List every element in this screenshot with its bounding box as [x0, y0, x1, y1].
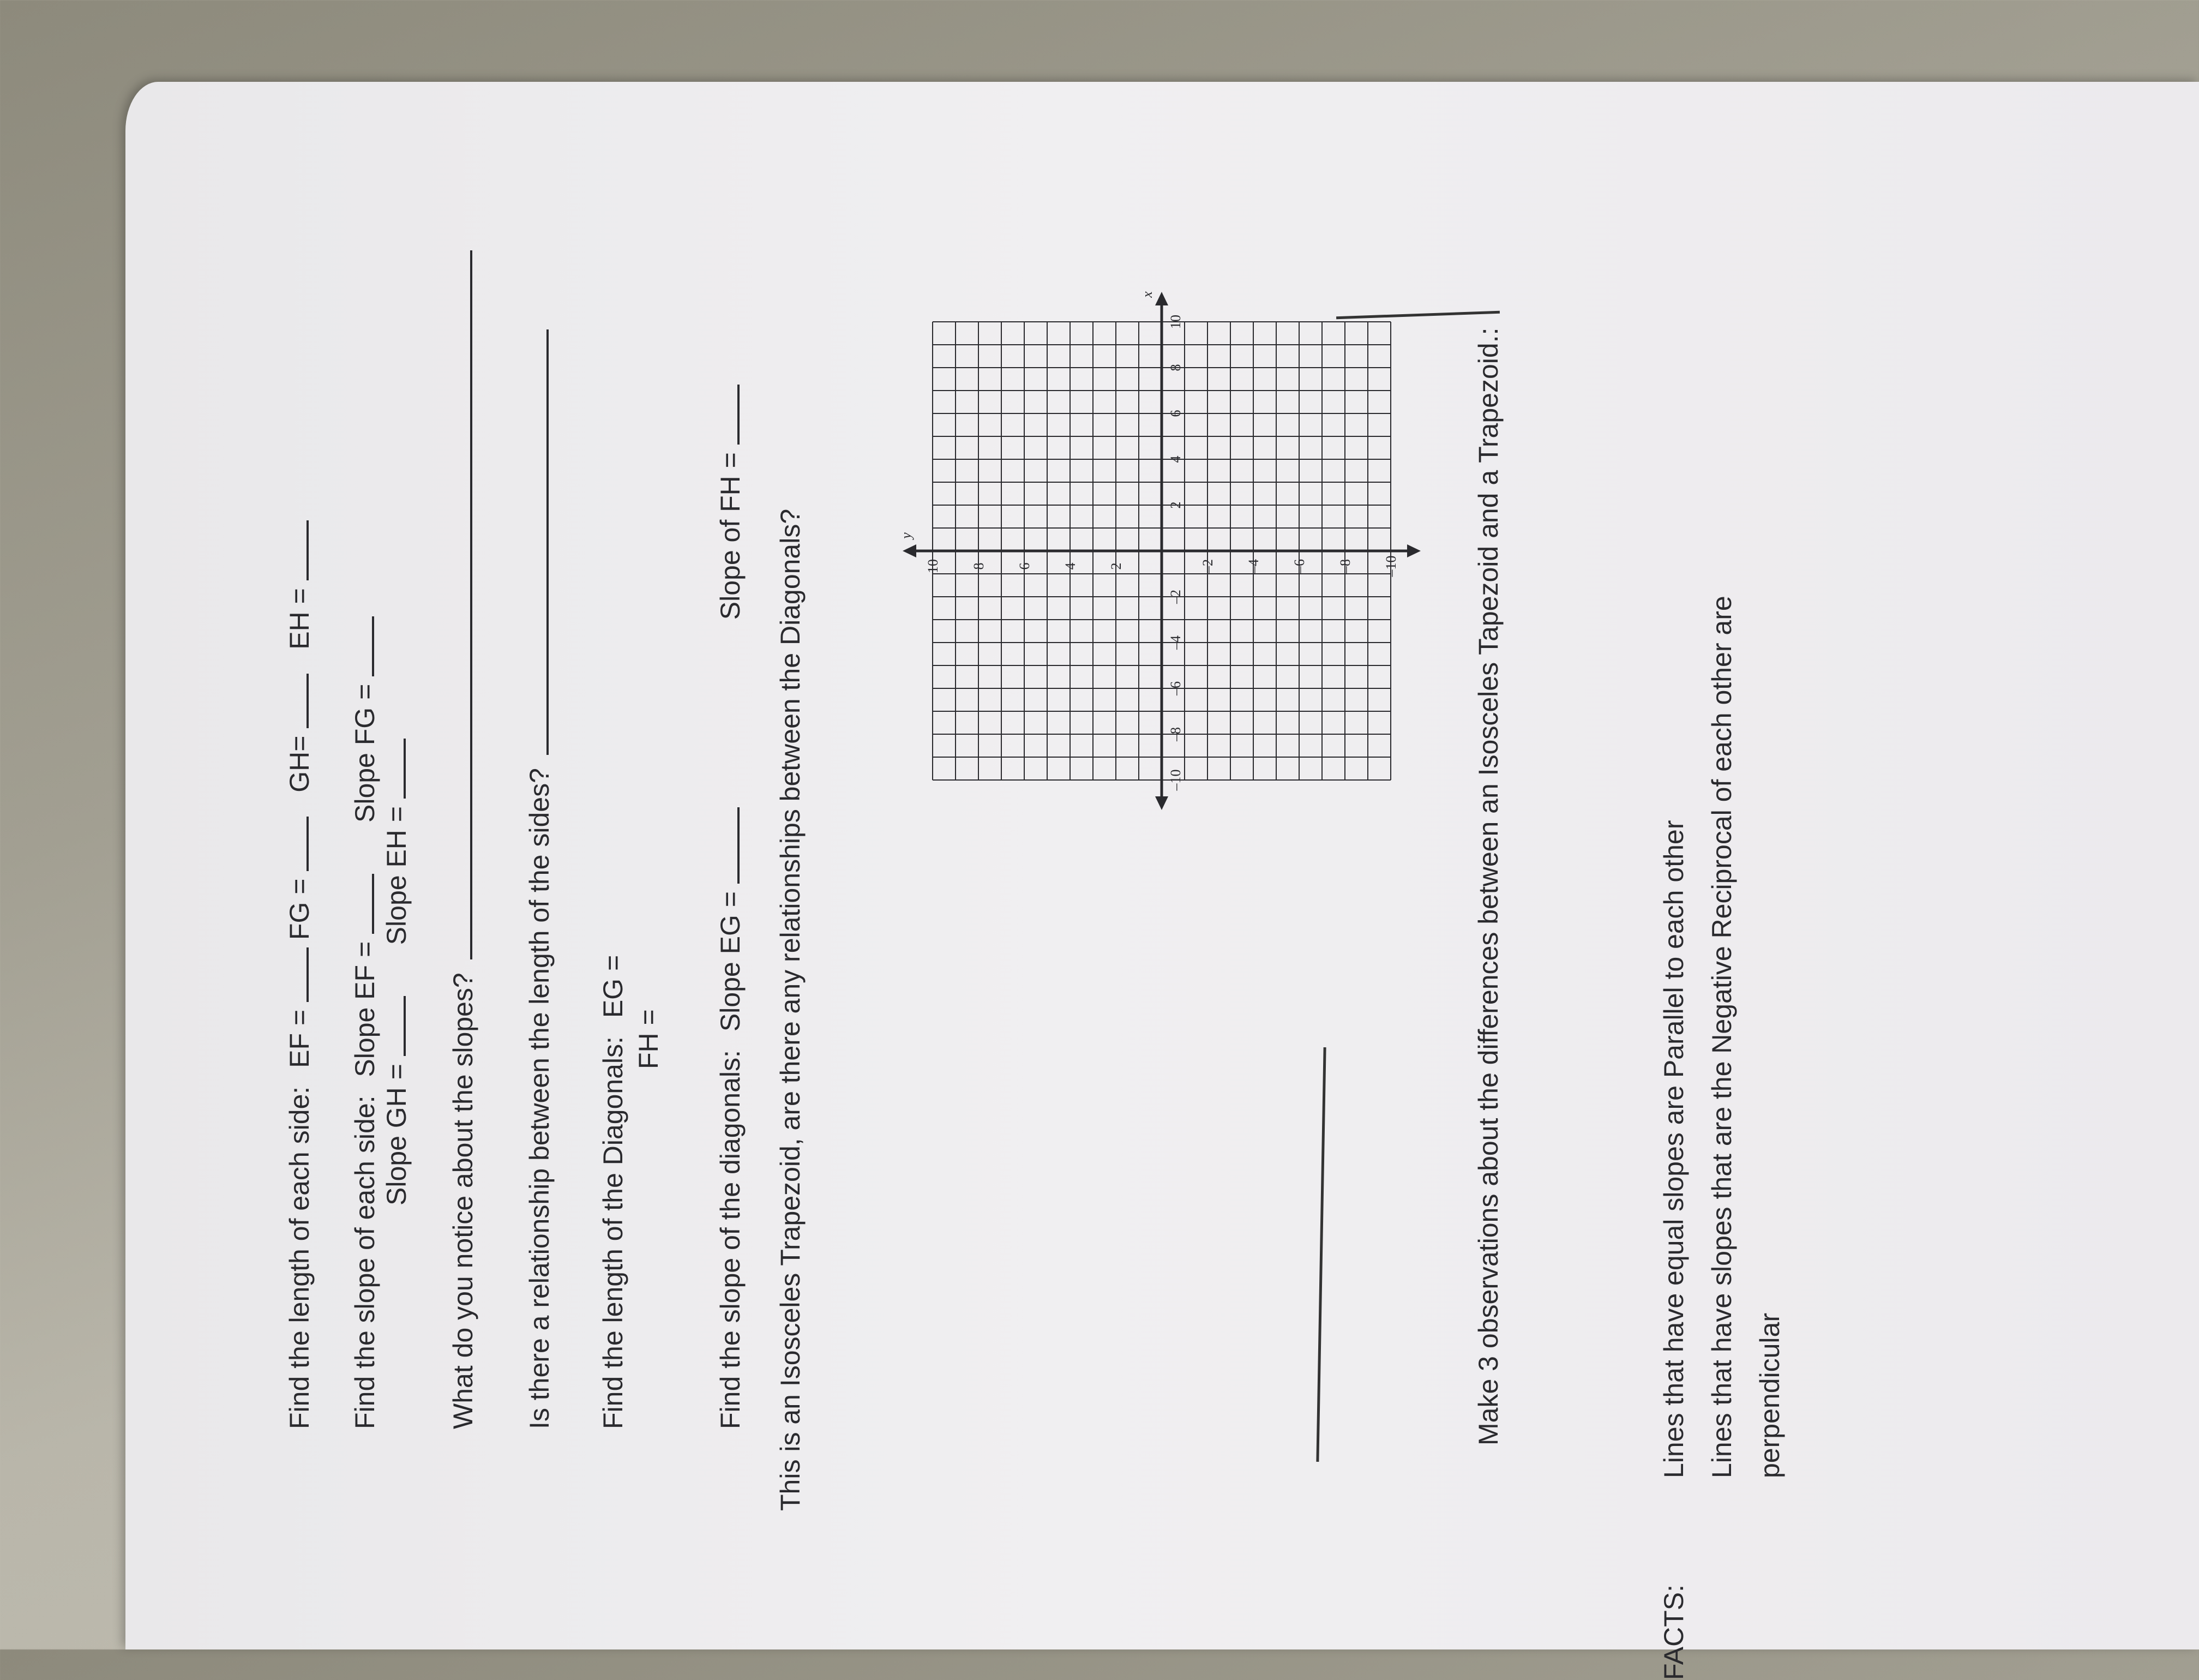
- side-slope-question-row2: [381, 739, 412, 1205]
- slope-eg-blank[interactable]: [716, 807, 740, 884]
- gh-label: GH=: [284, 735, 315, 793]
- diagonals-relationship-prompt: This is an Isosceles Trapezoid, are there any relationships between the Diagonals?: [775, 508, 806, 1511]
- x-tick-label: –10: [1168, 769, 1183, 791]
- side-relationship-blank[interactable]: [525, 329, 549, 755]
- side-slope-question: [349, 616, 381, 1429]
- diagonal-length-question: [597, 955, 629, 1429]
- fact-perpendicular-cont: perpendicular: [1755, 1313, 1785, 1478]
- ef-blank[interactable]: [285, 947, 309, 1002]
- fg-label: FG =: [284, 878, 315, 940]
- axes: [903, 292, 1421, 810]
- side-slope-prompt: Find the slope of each side:: [350, 1095, 380, 1429]
- diagonal-length-prompt: Find the length of the Diagonals:: [598, 1036, 628, 1429]
- gh-blank[interactable]: [285, 674, 309, 728]
- x-tick-label: 4: [1168, 455, 1183, 463]
- y-tick-label: –4: [1246, 559, 1261, 573]
- y-axis-label: y: [898, 532, 914, 539]
- y-axis-arrow-down-icon: [1407, 544, 1421, 557]
- y-axis-arrow-up-icon: [903, 544, 916, 557]
- x-axis-arrow-right-icon: [1155, 292, 1168, 305]
- slope-fh-label: Slope of FH =: [715, 452, 746, 620]
- y-tick-label: 2: [1108, 562, 1124, 570]
- slope-fg-label: Slope FG =: [350, 683, 380, 823]
- fact-perpendicular: Lines that have slopes that are the Negative Reciprocal of each other are: [1707, 596, 1737, 1478]
- slope-eh-blank[interactable]: [382, 739, 406, 799]
- diagonal-slope-question: [714, 385, 746, 1429]
- fact-parallel: Lines that have equal slopes are Parallel to each other: [1659, 820, 1689, 1478]
- slope-eh-label: Slope EH =: [381, 806, 412, 945]
- eh-blank[interactable]: [285, 520, 309, 580]
- facts-label: FACTS:: [1659, 1584, 1689, 1680]
- y-tick-label: –8: [1337, 559, 1353, 573]
- x-tick-label: 10: [1168, 315, 1183, 329]
- x-tick-label: –8: [1168, 727, 1183, 741]
- side-relationship-prompt: Is there a relationship between the length of the sides?: [524, 768, 555, 1429]
- x-tick-label: 2: [1168, 501, 1183, 509]
- side-length-prompt: Find the length of each side:: [284, 1086, 315, 1429]
- x-tick-label: –4: [1168, 635, 1183, 650]
- eg-label: EG =: [598, 955, 628, 1018]
- slope-gh-label: Slope GH =: [381, 1064, 412, 1205]
- x-tick-label: 6: [1168, 410, 1183, 417]
- y-tick-label: 4: [1062, 562, 1078, 570]
- coordinate-grid-svg: [894, 284, 1429, 818]
- diagonals-relationship-question: [774, 509, 806, 1511]
- slope-gh-blank[interactable]: [382, 996, 406, 1056]
- x-tick-label: –6: [1168, 681, 1183, 695]
- slopes-notice-blank[interactable]: [448, 250, 472, 959]
- slope-eg-label: Slope EG =: [715, 891, 746, 1032]
- fh-length-row: [633, 1009, 664, 1069]
- y-tick-label: –10: [1383, 555, 1399, 577]
- y-tick-label: –6: [1291, 559, 1307, 573]
- fg-blank[interactable]: [285, 817, 309, 871]
- slope-ef-blank[interactable]: [350, 874, 374, 934]
- side-length-question: [284, 520, 315, 1429]
- x-axis-label: x: [1139, 291, 1155, 298]
- worksheet-content: [284, 0, 2199, 1680]
- ef-label: EF =: [284, 1009, 315, 1068]
- diagonal-slope-prompt: Find the slope of the diagonals:: [715, 1050, 746, 1429]
- slope-fg-blank[interactable]: [350, 616, 374, 676]
- tick-labels: [898, 291, 1399, 791]
- slopes-notice-question: [447, 250, 479, 1429]
- y-tick-label: 10: [925, 559, 941, 573]
- observations-prompt: Make 3 observations about the differences between an Isosceles Tapezoid and a Trapezoid.:: [1473, 327, 1504, 1445]
- coordinate-grid[interactable]: [894, 284, 1429, 818]
- slope-ef-label: Slope EF =: [350, 941, 380, 1077]
- x-tick-label: 8: [1168, 364, 1183, 371]
- fh-label: FH =: [633, 1009, 664, 1069]
- pen-stroke: [1316, 1047, 1326, 1462]
- x-axis-arrow-left-icon: [1155, 796, 1168, 810]
- observations-question: [1473, 328, 1504, 1446]
- slopes-notice-prompt: What do you notice about the slopes?: [448, 973, 478, 1429]
- x-tick-label: –2: [1168, 590, 1183, 604]
- y-tick-label: 8: [971, 562, 987, 570]
- y-tick-label: –2: [1200, 559, 1216, 573]
- y-tick-label: 6: [1017, 562, 1032, 570]
- eh-label: EH =: [284, 588, 315, 650]
- slope-fh-blank[interactable]: [716, 385, 740, 445]
- side-relationship-question: [524, 329, 555, 1429]
